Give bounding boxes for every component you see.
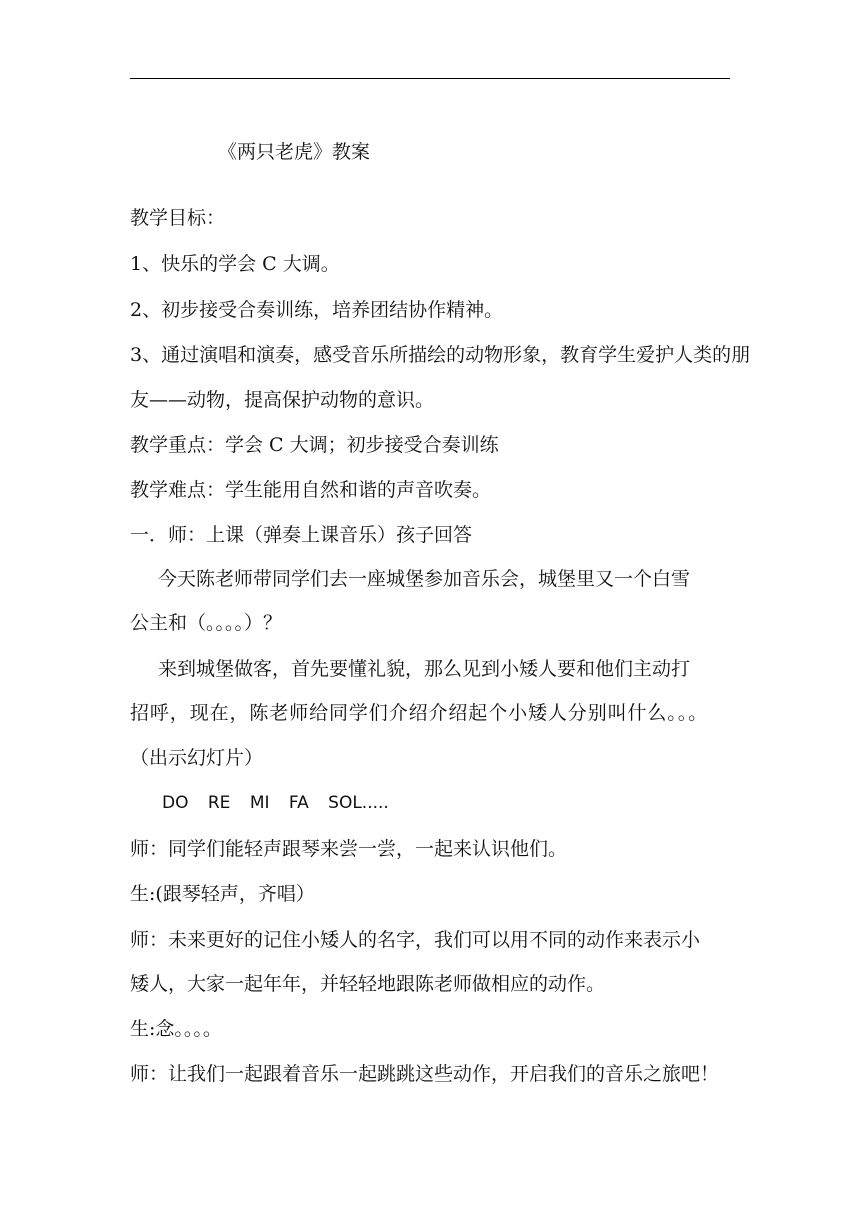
objective-item-2: 2、初步接受合奏训练，培养团结协作精神。 [130,299,504,321]
dialogue-line: 师：未来更好的记住小矮人的名字，我们可以用不同的动作来表示小 [130,929,701,951]
dialogue-line: 生:(跟琴轻声，齐唱） [130,883,315,905]
objective-item-3-cont: 友——动物，提高保护动物的意识。 [130,389,435,411]
dialogue-line: 生:念。。。。 [130,1018,222,1040]
paragraph-line: 招呼，现在，陈老师给同学们介绍介绍起个小矮人分别叫什么。。。 [130,702,709,724]
dialogue-line: 师：让我们一起跟着音乐一起跳跳这些动作，开启我们的音乐之旅吧！ [130,1063,720,1085]
objectives-heading: 教学目标： [130,207,226,229]
objective-item-1: 1、快乐的学会 C 大调。 [130,253,340,275]
section-one-heading: 一．师：上课（弹奏上课音乐）孩子回答 [130,524,473,546]
header-rule [130,78,730,79]
dialogue-line: 师：同学们能轻声跟琴来尝一尝，一起来认识他们。 [130,838,568,860]
key-point: 教学重点：学会 C 大调；初步接受合奏训练 [130,434,499,456]
paragraph-line: （出示幻灯片） [130,747,264,769]
document-title: 《两只老虎》教案 [218,141,371,163]
paragraph-line: 来到城堡做客，首先要懂礼貌，那么见到小矮人要和他们主动打 [158,658,691,680]
solfege-notes: DO RE MI FA SOL..... [162,793,389,813]
dialogue-line: 矮人，大家一起年年，并轻轻地跟陈老师做相应的动作。 [130,973,606,995]
paragraph-line: 公主和（。。。。）？ [130,612,283,634]
difficulty: 教学难点：学生能用自然和谐的声音吹奏。 [130,479,492,501]
objective-item-3: 3、通过演唱和演奏，感受音乐所描绘的动物形象，教育学生爱护人类的朋 [130,344,751,366]
paragraph-line: 今天陈老师带同学们去一座城堡参加音乐会，城堡里又一个白雪 [158,568,691,590]
